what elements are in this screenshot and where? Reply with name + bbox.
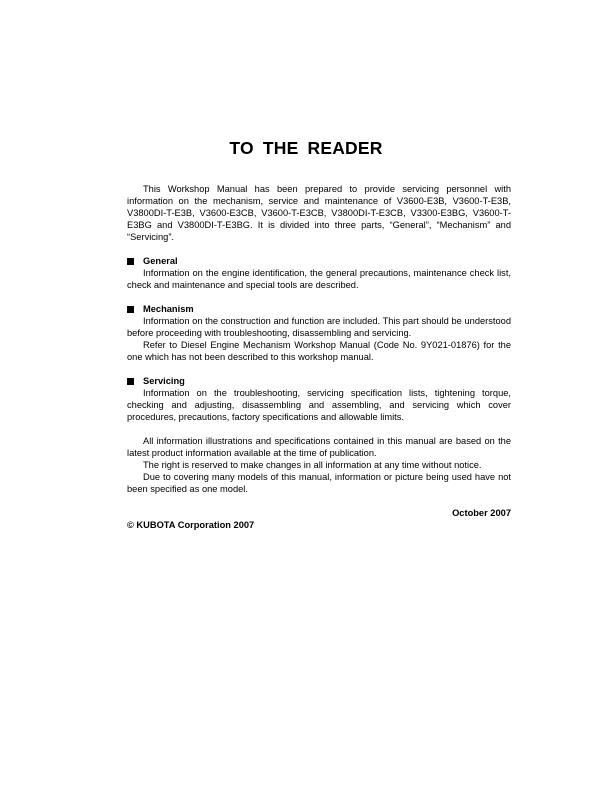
- section-paragraph: Information on the construction and function are included. This part should be understood before proceeding with troubleshooting, disassembling and servicing.: [127, 316, 511, 338]
- square-bullet-icon: [127, 378, 134, 385]
- square-bullet-icon: [127, 306, 134, 313]
- section-heading-label: General: [143, 256, 178, 266]
- section-servicing: [127, 375, 511, 423]
- section-paragraph: Refer to Diesel Engine Mechanism Workshop Manual (Code No. 9Y021-01876) for the one which has not been described to this workshop manual.: [127, 340, 511, 362]
- section-heading-label: Servicing: [143, 376, 185, 386]
- copyright-notice: © KUBOTA Corporation 2007: [127, 520, 255, 530]
- section-general: [127, 255, 511, 291]
- section-paragraph: Information on the engine identification, the general precautions, maintenance check list, check and maintenance and special tools are described.: [127, 268, 511, 290]
- intro-block: [127, 183, 511, 243]
- section-heading: [127, 303, 511, 315]
- intro-paragraph: This Workshop Manual has been prepared to provide servicing personnel with information on the mechanism, service and maintenance of V3600-E3B, V3600-T-E3B, V3800DI-T-E3B, V3600-E3CB, V3600-T-E3CB, V3800DI-T-E3CB, V3300-E3BG, V3600-T-E3BG and V3800DI-T-E3BG. It is divided into three parts, “General”, “Mechanism” and “Servicing”.: [127, 184, 511, 242]
- section-mechanism: [127, 303, 511, 363]
- publication-date: October 2007: [452, 508, 511, 518]
- page-title: TO THE READER: [229, 138, 383, 158]
- note-paragraph: The right is reserved to make changes in all information at any time without notice.: [143, 460, 482, 470]
- section-heading: [127, 255, 511, 267]
- note-paragraph: All information illustrations and specifications contained in this manual are based on the latest product information available at the time of publication.: [127, 436, 511, 458]
- section-heading: [127, 375, 511, 387]
- section-heading-label: Mechanism: [143, 304, 194, 314]
- note-paragraph: Due to covering many models of this manual, information or picture being used have not been specified as one model.: [127, 472, 511, 494]
- square-bullet-icon: [127, 258, 134, 265]
- section-paragraph: Information on the troubleshooting, servicing specification lists, tightening torque, checking and adjusting, disassembling and assembling, and servicing which cover procedures, precautions, factory specifications and allowable limits.: [127, 388, 511, 422]
- notes-block: [127, 435, 511, 495]
